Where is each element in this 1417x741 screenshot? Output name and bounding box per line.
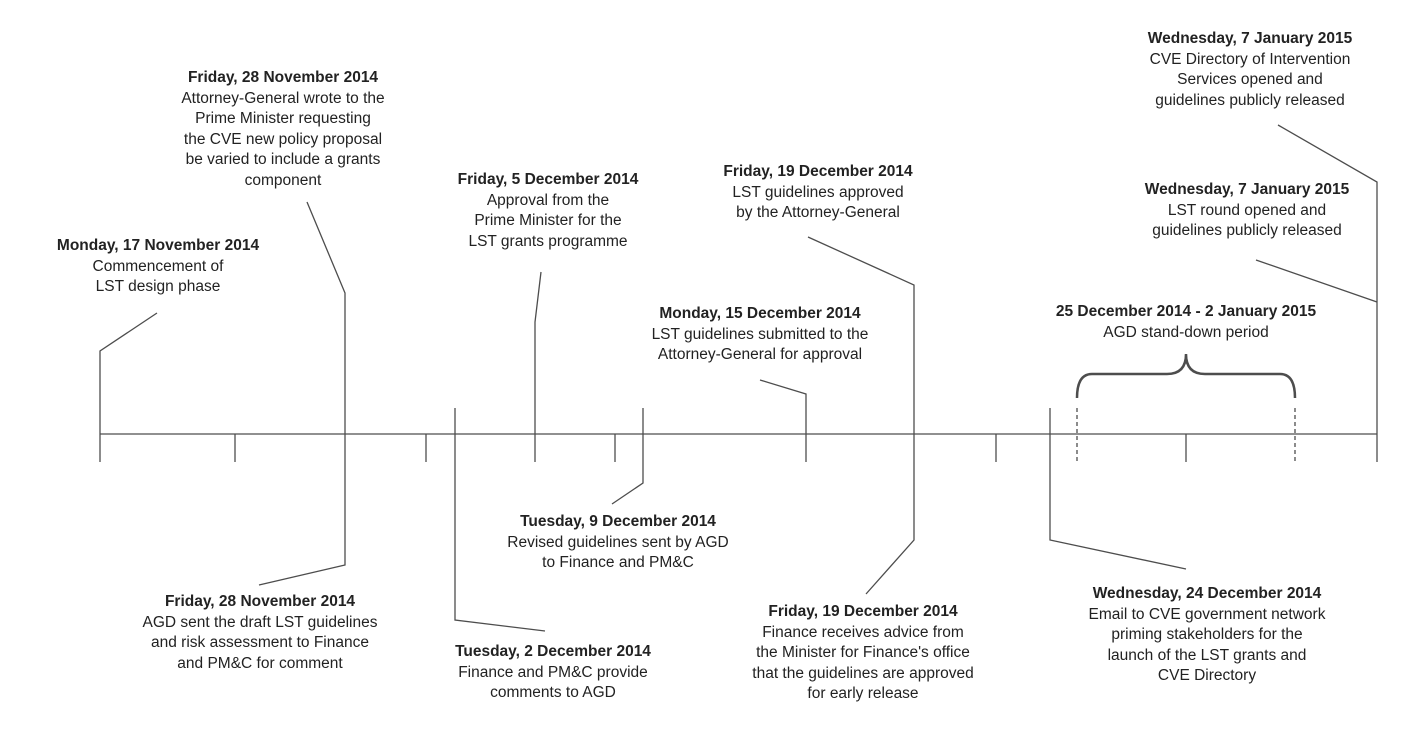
event-date: Friday, 19 December 2014: [723, 163, 913, 180]
event-date: Friday, 28 November 2014: [187, 69, 379, 86]
event-nov17: [38, 236, 278, 298]
event-nov28-bottom: [120, 592, 400, 674]
connector-dec24: [1050, 434, 1186, 569]
event-dec15: [610, 304, 910, 366]
event-description: AGD stand-down period: [1103, 323, 1269, 341]
event-description: Attorney-General wrote to the Prime Minister requesting the CVE new policy proposal be varied to include a grants component: [181, 89, 385, 189]
event-description: Email to CVE government network priming stakeholders for the launch of the LST grants and CVE Directory: [1088, 605, 1326, 684]
event-dec19-top: [678, 162, 958, 224]
event-date: Tuesday, 9 December 2014: [520, 513, 716, 530]
event-description: LST round opened and guidelines publicly released: [1152, 201, 1342, 239]
connector-dec9: [612, 434, 643, 504]
event-description: CVE Directory of Intervention Services opened and guidelines publicly released: [1149, 50, 1351, 109]
event-date: Friday, 19 December 2014: [768, 603, 958, 620]
event-description: Revised guidelines sent by AGD to Finance and PM&C: [507, 533, 729, 571]
event-nov28-top: [143, 68, 423, 191]
connector-nov17: [100, 313, 157, 408]
event-dec19-bottom: [718, 602, 1008, 705]
event-jan7-cve: [1100, 29, 1400, 111]
connector-dec15: [760, 380, 806, 408]
event-dec24: [1057, 584, 1357, 687]
event-date: Wednesday, 7 January 2015: [1147, 30, 1353, 47]
event-description: Commencement of LST design phase: [92, 257, 224, 295]
event-date: Wednesday, 24 December 2014: [1092, 585, 1322, 602]
event-date: 25 December 2014 - 2 January 2015: [1055, 303, 1317, 320]
event-standdown: [1020, 302, 1352, 343]
event-jan7-lst: [1097, 180, 1397, 242]
event-date: Wednesday, 7 January 2015: [1144, 181, 1350, 198]
event-dec9: [468, 512, 768, 574]
connector-jan7-lst: [1256, 260, 1377, 302]
event-dec5: [418, 170, 678, 252]
connector-dec5: [535, 272, 541, 408]
timeline-ticks: [100, 408, 1377, 462]
connector-jan7-cve: [1278, 125, 1377, 408]
stand-down-brace: [1077, 354, 1295, 398]
event-description: Finance receives advice from the Minister for Finance's office that the guidelines are approved for early release: [752, 623, 974, 702]
event-description: AGD sent the draft LST guidelines and risk assessment to Finance and PM&C for comment: [142, 613, 378, 672]
connector-dec19-bottom: [866, 462, 914, 594]
event-dec2: [413, 642, 693, 704]
event-date: Friday, 5 December 2014: [457, 171, 639, 188]
event-date: Tuesday, 2 December 2014: [455, 643, 651, 660]
event-description: Finance and PM&C provide comments to AGD: [458, 663, 648, 701]
connector-nov28-bottom: [259, 462, 345, 585]
event-description: LST guidelines approved by the Attorney-General: [732, 183, 904, 221]
event-date: Friday, 28 November 2014: [164, 593, 356, 610]
event-date: Monday, 17 November 2014: [56, 237, 260, 254]
event-description: Approval from the Prime Minister for the LST grants programme: [468, 191, 628, 250]
event-description: LST guidelines submitted to the Attorney-General for approval: [651, 325, 869, 363]
connector-nov28-top: [307, 202, 345, 408]
event-date: Monday, 15 December 2014: [659, 305, 861, 322]
